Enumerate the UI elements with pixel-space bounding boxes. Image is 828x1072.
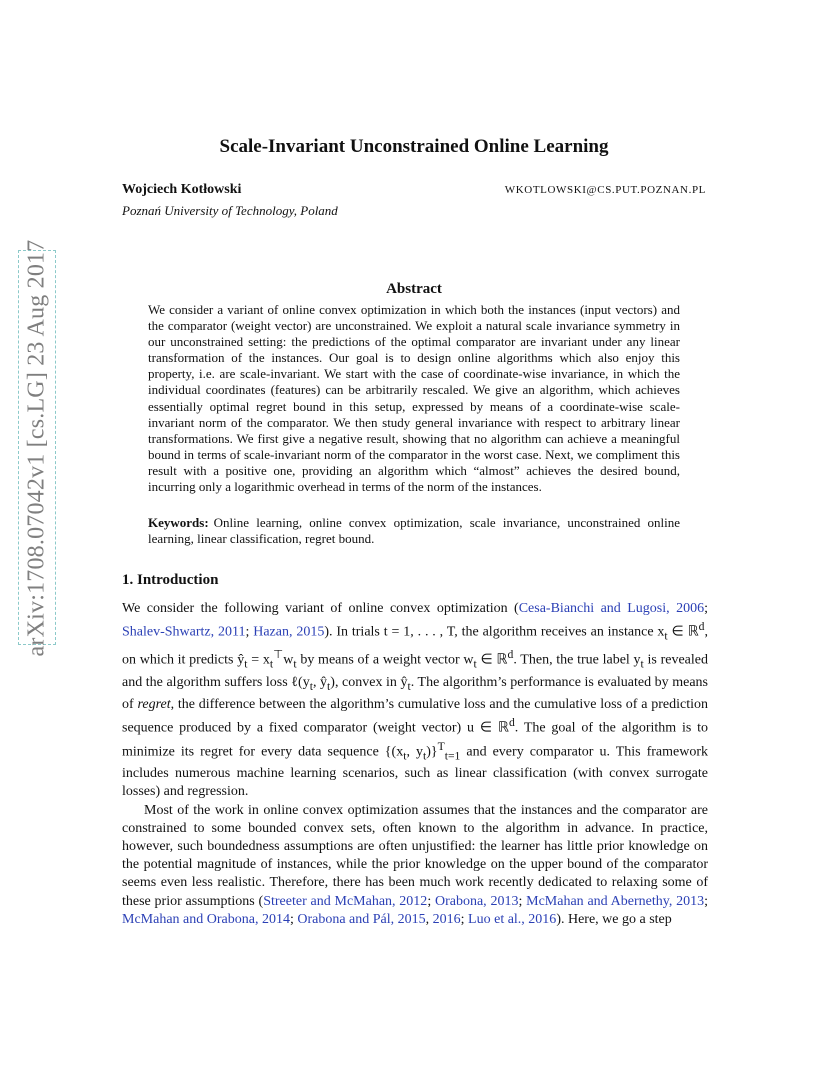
intro-text: ; <box>289 911 298 927</box>
author-email: WKOTLOWSKI@CS.PUT.POZNAN.PL <box>504 184 706 196</box>
math-subscript: t <box>403 749 407 763</box>
citation-link[interactable]: McMahan and Abernethy, 2013 <box>526 893 705 909</box>
arxiv-id: arXiv:1708.07042v1 [cs.LG] 23 Aug 2017 <box>23 239 50 656</box>
intro-text: and every comparator u. This framework includes numerous machine learning scenarios, such as linear classification (with convex surrogate losses) and regression. <box>122 744 709 800</box>
section-heading-introduction: 1. Introduction <box>122 572 219 588</box>
math-subscript: t <box>664 629 668 643</box>
math-subscript: t <box>244 657 248 671</box>
abstract-heading: Abstract <box>386 281 442 297</box>
author-affiliation: Poznań University of Technology, Poland <box>122 203 338 218</box>
paper-title: Scale-Invariant Unconstrained Online Learning <box>219 136 609 157</box>
math-subscript: t <box>473 657 477 671</box>
intro-text: Most of the work in online convex optimization assumes that the instances and the comparator are constrained to some bounded convex sets, often known to the algorithm in advance. In practice, however, such boundedness assumptions are often unjustified: the learner has little prior knowledge on the potential magnitude of instances, while the prior knowledge on the upper bound of the comparator seems even less realistic. Therefore, there has been much work recently dedicated to relaxing some of these prior assumptions ( <box>122 802 708 909</box>
citation-link[interactable]: McMahan and Orabona, 2014 <box>122 911 290 927</box>
citation-link[interactable]: Orabona, 2013 <box>434 893 519 909</box>
arxiv-sidebar-stamp <box>18 239 56 656</box>
intro-text: , on which it predicts ŷ <box>122 624 708 668</box>
intro-paragraph-1 <box>122 600 708 802</box>
intro-text: ), convex in ŷ <box>330 674 408 690</box>
math-subscript: t <box>422 749 427 763</box>
math-subscript: t <box>640 657 644 671</box>
math-subscript: t <box>407 679 411 693</box>
intro-text: , the difference between the algorithm’s cumulative loss and the cumulative loss of a prediction sequence produced by a fixed comparator (weight vector) u ∈ ℝ <box>122 696 708 736</box>
intro-text: ∈ ℝ <box>667 624 699 640</box>
math-subscript: t <box>269 657 274 671</box>
intro-text: , ŷ <box>312 674 328 690</box>
citation-link[interactable]: Orabona and Pál, 2015 <box>297 911 426 927</box>
intro-text: . Then, the true label y <box>513 652 641 668</box>
intro-text: w <box>283 652 294 668</box>
intro-text: ). Here, we go a step <box>556 911 672 927</box>
citation-link[interactable]: Hazan, 2015 <box>253 624 325 640</box>
math-subscript: t <box>327 679 331 693</box>
math-subscript: t <box>309 679 313 693</box>
intro-text: ; <box>460 911 469 927</box>
citation-link[interactable]: Cesa-Bianchi and Lugosi, 2006 <box>518 601 705 616</box>
intro-text: ). In trials t = 1, . . . , T, the algorithm receives an instance x <box>324 624 665 640</box>
math-superscript: d <box>508 715 515 729</box>
citation-link[interactable]: Luo et al., 2016 <box>468 911 557 927</box>
intro-text: )} <box>426 744 438 760</box>
intro-text: by means of a weight vector w <box>296 652 474 668</box>
intro-text: . The algorithm’s performance is evaluated by means of <box>122 674 709 712</box>
intro-text: ; <box>245 624 254 640</box>
citation-link[interactable]: Shalev-Shwartz, 2011 <box>122 624 246 640</box>
keywords <box>148 515 680 547</box>
intro-text: ; <box>518 893 527 909</box>
intro-text: is revealed and the algorithm suffers loss ℓ(y <box>122 652 708 690</box>
intro-text: = x <box>247 652 270 668</box>
emphasis-regret: regret <box>137 696 171 712</box>
intro-text: ; <box>704 893 709 909</box>
intro-text: ∈ ℝ <box>476 652 508 668</box>
intro-text: , <box>425 911 433 927</box>
intro-text: ; <box>704 601 708 616</box>
intro-text: ; <box>427 893 435 909</box>
math-superscript: T <box>437 739 445 753</box>
keywords-label: Keywords: <box>148 515 209 530</box>
math-superscript: ⊤ <box>273 647 284 661</box>
abstract-text: We consider a variant of online convex optimization in which both the instances (input vectors) and the comparator (weight vector) are unconstrained. We exploit a natural scale invariance symmetry in our unconstrained setting: the predictions of the optimal comparator are invariant under any linear transformation of the instances. Our goal is to design online algorithms which also enjoy this property, i.e. are scale-invariant. We start with the case of coordinate-wise invariance, in which the individual coordinates (features) can be arbitrarily rescaled. We give an algorithm, which achieves essentially optimal regret bound in this setup, expressed by means of a coordinate-wise scale-invariant norm of the comparator. We then study general invariance with respect to arbitrary linear transformations. We first give a negative result, showing that no algorithm can achieve a meaningful bound in terms of scale-invariant norm of the comparator in the worst case. Next, we compliment this result with a positive one, providing an algorithm which “almost” achieves the desired bound, incurring only a logarithmic overhead in terms of the norm of the instances. <box>148 302 680 495</box>
author-name: Wojciech Kotłowski <box>122 182 242 197</box>
intro-paragraph-2 <box>122 802 708 929</box>
introduction-body <box>122 600 708 929</box>
math-subscript: t <box>293 657 297 671</box>
math-subscript: t=1 <box>444 749 461 763</box>
citation-link[interactable]: 2016 <box>432 911 461 927</box>
math-superscript: d <box>698 620 705 634</box>
citation-link[interactable]: Streeter and McMahan, 2012 <box>263 893 428 909</box>
math-superscript: d <box>507 647 514 661</box>
intro-text: , y <box>406 744 423 760</box>
intro-text: We consider the following variant of online convex optimization ( <box>122 601 519 616</box>
keywords-text: Online learning, online convex optimization, scale invariance, unconstrained online learning, linear classification, regret bound. <box>148 515 680 547</box>
intro-text: . The goal of the algorithm is to minimize its regret for every data sequence {(x <box>122 720 708 760</box>
